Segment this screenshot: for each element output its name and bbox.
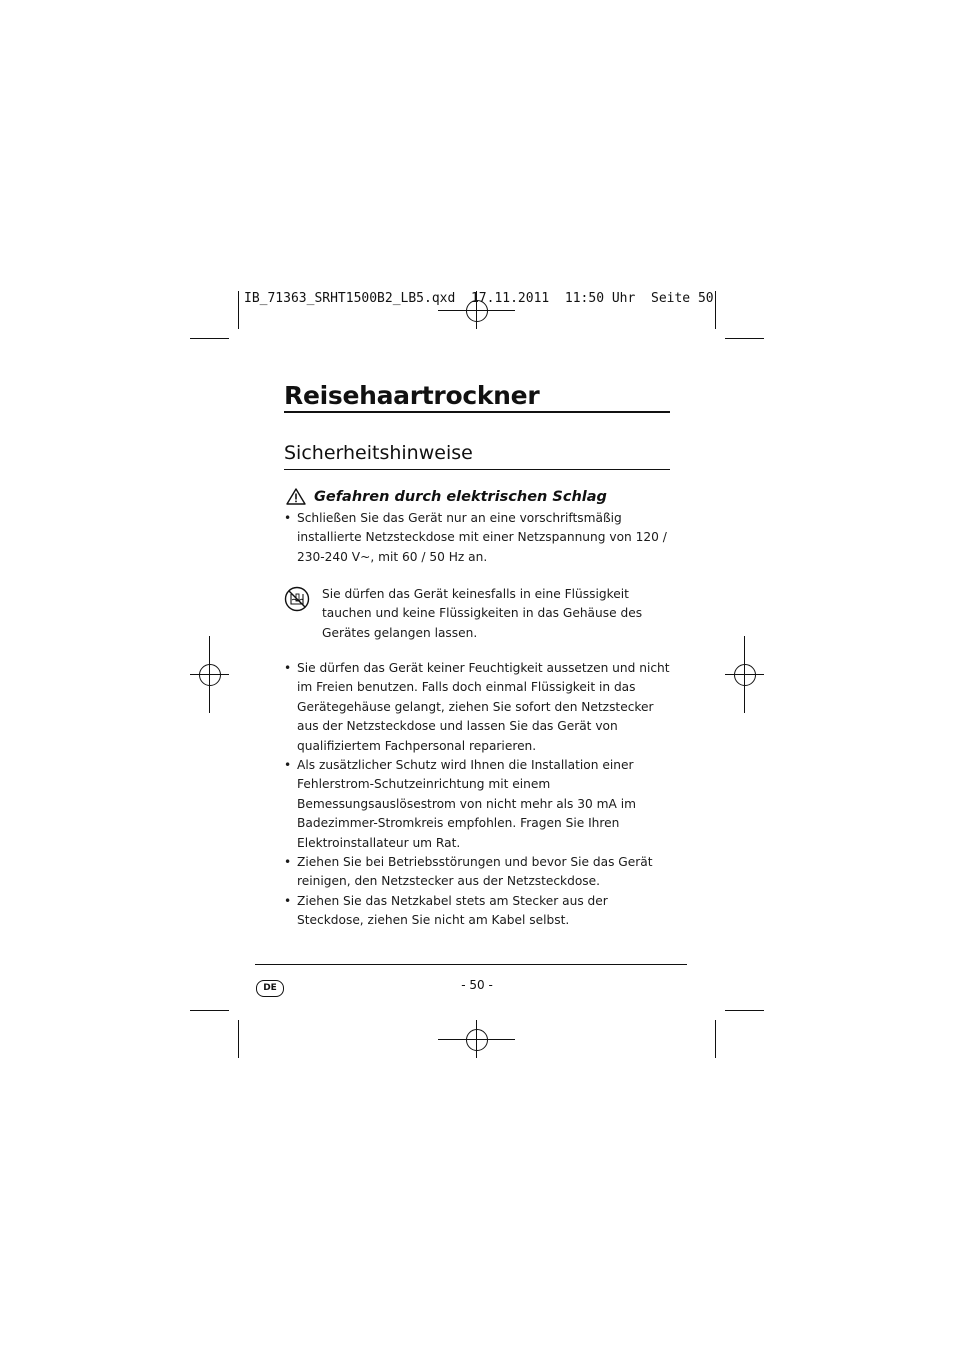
prohibition-block (284, 585, 674, 643)
language-badge: DE (256, 980, 284, 997)
section-title: Sicherheitshinweise (284, 442, 473, 464)
title-rule (284, 411, 670, 413)
warning-triangle-icon (286, 488, 306, 505)
warning-heading-text: Gefahren durch elektrischen Schlag (314, 488, 607, 505)
list-item: • Sie dürfen das Gerät keiner Feuchtigkeit aussetzen und nicht im Freien benutzen. Falls doch einmal Flüssigkeit in das Gerätegehäuse gelangt, ziehen Sie sofort den Netzstecker aus der Netzsteckdose und lassen Sie das Gerät von qualifiziertem Fachpersonal reparieren. (284, 659, 672, 756)
bullet-list-electric (284, 509, 672, 567)
section-rule (284, 469, 670, 470)
warning-heading (286, 488, 607, 505)
page-number: - 50 - (461, 978, 493, 992)
print-slug-line: IB_71363_SRHT1500B2_LB5.qxd 17.11.2011 11:50 Uhr Seite 50 (244, 291, 714, 306)
list-item: • Schließen Sie das Gerät nur an eine vorschriftsmäßig installierte Netzsteckdose mit einer Netzspannung von 120 / 230-240 V~, mit 60 / 50 Hz an. (284, 509, 672, 567)
prohibition-text: Sie dürfen das Gerät keinesfalls in eine Flüssigkeit tauchen und keine Flüssigkeiten in das Gehäuse des Gerätes gelangen lassen. (322, 587, 643, 640)
list-item: • Ziehen Sie bei Betriebsstörungen und bevor Sie das Gerät reinigen, den Netzstecker aus der Netzsteckdose. (284, 853, 672, 892)
page-title: Reisehaartrockner (284, 381, 540, 410)
list-item: • Ziehen Sie das Netzkabel stets am Stecker aus der Steckdose, ziehen Sie nicht am Kabel selbst. (284, 892, 672, 931)
no-water-immersion-icon (284, 586, 310, 612)
bullet-list-safety (284, 659, 672, 931)
list-item: • Als zusätzlicher Schutz wird Ihnen die Installation einer Fehlerstrom-Schutzeinrichtung mit einem Bemessungsauslösestrom von nicht mehr als 30 mA im Badezimmer-Stromkreis empfohlen. Fragen Sie Ihren Elektroinstallateur um Rat. (284, 756, 672, 853)
footer-rule (255, 964, 687, 965)
